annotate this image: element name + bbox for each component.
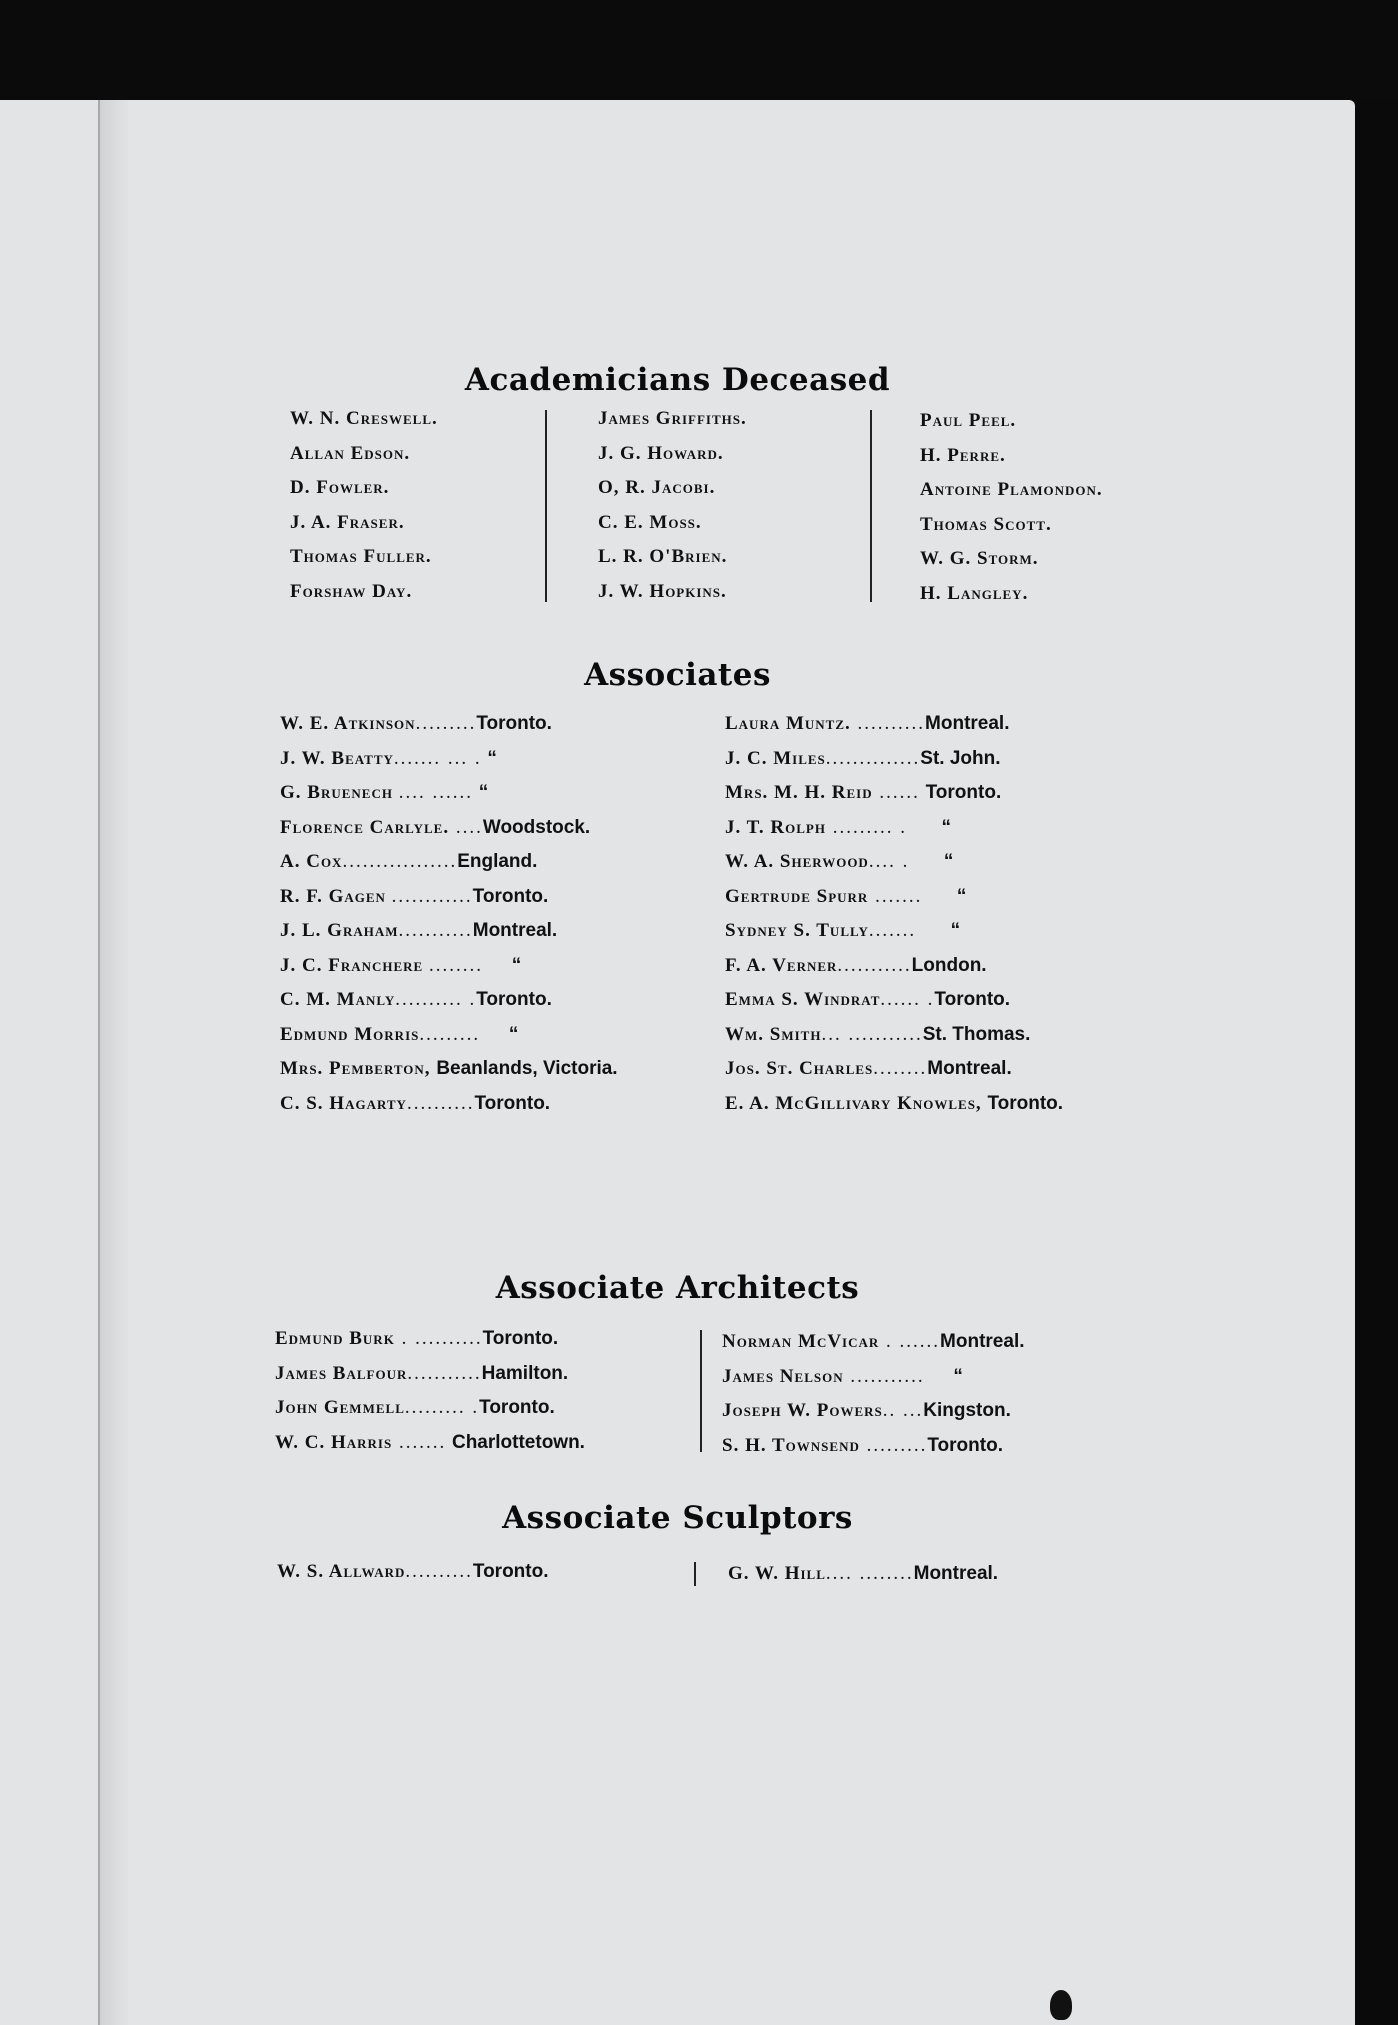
member-place: Kingston. <box>923 1400 1011 1421</box>
list-item <box>725 811 1063 846</box>
member-name: J. C. Miles <box>725 747 826 769</box>
deceased-name: Thomas Fuller. <box>290 546 432 567</box>
member-name: J. L. Graham <box>280 920 399 941</box>
list-item <box>725 1087 1063 1122</box>
page-content <box>0 100 1355 2025</box>
member-place: England. <box>457 851 538 872</box>
deceased-column-1 <box>290 402 438 609</box>
list-item <box>280 949 618 984</box>
member-name: R. F. Gagen <box>280 885 386 907</box>
member-name: C. M. Manly <box>280 989 396 1010</box>
member-place: “ <box>511 954 522 976</box>
member-name: A. Cox <box>280 851 343 872</box>
deceased-name: D. Fowler. <box>290 477 390 498</box>
list-item <box>280 914 618 949</box>
list-item <box>275 1426 585 1461</box>
deceased-name: C. E. Moss. <box>598 511 702 533</box>
member-name: Laura Muntz. <box>725 713 851 734</box>
leader-dots: ......... <box>859 1434 928 1456</box>
deceased-name: Thomas Scott. <box>920 513 1052 535</box>
leader-dots: .... ........ <box>825 1563 914 1584</box>
leader-dots: ........... <box>837 954 912 976</box>
list-item <box>280 707 618 742</box>
member-name: Gertrude Spurr <box>725 885 869 907</box>
leader-dots: . ...... <box>879 1331 941 1352</box>
leader-dots: ........ <box>428 954 483 976</box>
member-name: James Nelson <box>722 1365 844 1387</box>
member-name: Emma S. Windrat <box>725 989 881 1010</box>
deceased-name: H. Langley. <box>920 582 1029 604</box>
leader-dots: ............ <box>391 885 473 907</box>
deceased-name: O, R. Jacobi. <box>598 477 716 498</box>
list-item <box>280 983 618 1018</box>
leader-dots: ......... <box>415 713 477 734</box>
leader-dots: .. ... <box>882 1400 924 1421</box>
member-place: Montreal. <box>927 1058 1012 1079</box>
leader-dots: .......... <box>405 1561 473 1582</box>
architects-right-column <box>722 1325 1025 1463</box>
column-divider <box>700 1330 702 1452</box>
list-item <box>728 1557 998 1592</box>
leader-dots: .... . <box>868 851 910 872</box>
sculptors-right-column <box>728 1557 998 1592</box>
member-name: W. A. Sherwood <box>725 851 869 872</box>
heading-associates: Associates <box>584 657 771 693</box>
list-item <box>725 880 1063 915</box>
deceased-name: W. G. Storm. <box>920 548 1039 569</box>
member-name: J. W. Beatty <box>280 747 394 769</box>
leader-dots: ...... <box>872 782 920 803</box>
member-name: W. E. Atkinson <box>280 713 416 734</box>
associates-right-column <box>725 707 1063 1121</box>
member-place: “ <box>943 851 954 872</box>
architects-left-column <box>275 1322 585 1460</box>
leader-dots: ... ........... <box>821 1023 923 1045</box>
deceased-name: James Griffiths. <box>598 408 747 429</box>
deceased-name: J. A. Fraser. <box>290 511 405 533</box>
member-place: London. <box>911 954 987 976</box>
leader-dots: .......... <box>850 713 926 734</box>
list-item <box>280 845 618 880</box>
member-place: Montreal. <box>940 1331 1025 1352</box>
member-name: Edmund Burk <box>275 1328 395 1349</box>
leader-dots: ........... <box>398 920 473 941</box>
member-name: Mrs. M. H. Reid <box>725 782 873 803</box>
document-page <box>0 100 1355 2025</box>
leader-dots: ....... <box>868 885 923 907</box>
list-item <box>725 949 1063 984</box>
deceased-name: Antoine Plamondon. <box>920 479 1103 500</box>
member-name: Wm. Smith <box>725 1023 822 1045</box>
member-place: “ <box>950 920 961 941</box>
member-place: Montreal. <box>925 713 1010 734</box>
member-name: G. W. Hill <box>728 1563 826 1584</box>
member-place: “ <box>953 1365 963 1387</box>
deceased-name: L. R. O'Brien. <box>598 546 728 567</box>
member-name: John Gemmell <box>275 1397 405 1418</box>
member-place: Woodstock. <box>482 816 591 838</box>
heading-academicians-deceased: Academicians Deceased <box>464 362 891 398</box>
member-name: Joseph W. Powers <box>722 1400 883 1421</box>
leader-dots: ....... <box>868 920 917 941</box>
member-place: Toronto. <box>474 1092 551 1114</box>
leader-dots: .... ...... <box>398 782 473 803</box>
member-place: Toronto. <box>472 885 549 907</box>
member-place: “ <box>487 747 497 769</box>
leader-dots: . .......... <box>394 1328 483 1349</box>
page-edge-shadow <box>1355 100 1398 2025</box>
member-place: Montreal. <box>913 1563 999 1584</box>
leader-dots: ........... <box>407 1362 482 1384</box>
member-place: Toronto. <box>472 1561 549 1582</box>
member-name: S. H. Townsend <box>722 1434 860 1456</box>
member-place: “ <box>941 816 951 838</box>
leader-dots: ......... . <box>404 1397 480 1418</box>
member-place: Montreal. <box>472 920 558 941</box>
list-item <box>725 914 1063 949</box>
list-item <box>275 1391 585 1426</box>
list-item <box>725 1018 1063 1053</box>
member-place: Toronto. <box>479 1397 555 1418</box>
member-name: Mrs. Pemberton, <box>280 1058 431 1079</box>
list-item <box>722 1429 1025 1464</box>
member-name: Jos. St. Charles <box>725 1058 874 1079</box>
list-item <box>280 776 618 811</box>
leader-dots: ................. <box>342 851 458 872</box>
member-name: F. A. Verner <box>725 954 838 976</box>
deceased-column-3 <box>920 404 1103 611</box>
member-name: Norman McVicar <box>722 1331 880 1352</box>
column-divider <box>694 1562 696 1586</box>
member-name: Edmund Morris <box>280 1023 420 1045</box>
member-place: Charlottetown. <box>451 1431 585 1453</box>
member-place: Beanlands, Victoria. <box>436 1058 618 1079</box>
heading-associate-architects: Associate Architects <box>495 1270 860 1306</box>
member-name: W. C. Harris <box>275 1431 393 1453</box>
list-item <box>280 1018 618 1053</box>
leader-dots: ....... ... . <box>393 747 482 769</box>
member-place: Toronto. <box>482 1328 559 1349</box>
list-item <box>275 1357 585 1392</box>
member-place: “ <box>956 885 967 907</box>
deceased-name: W. N. Creswell. <box>290 408 438 429</box>
deceased-name: Paul Peel. <box>920 410 1017 431</box>
list-item <box>280 1052 618 1087</box>
leader-dots: ...... . <box>880 989 935 1010</box>
list-item <box>725 742 1063 777</box>
deceased-column-2 <box>598 402 747 609</box>
list-item <box>280 1087 618 1122</box>
list-item <box>280 880 618 915</box>
leader-dots: ......... . <box>825 816 907 838</box>
list-item <box>722 1360 1025 1395</box>
member-place: “ <box>478 782 489 803</box>
leader-dots: .......... <box>406 1092 475 1114</box>
leader-dots: ......... <box>419 1023 481 1045</box>
list-item <box>725 845 1063 880</box>
member-name: James Balfour <box>275 1362 408 1384</box>
member-name: J. C. Franchere <box>280 954 424 976</box>
list-item <box>280 811 618 846</box>
sculptors-left-column <box>277 1555 549 1590</box>
column-divider <box>870 410 872 602</box>
member-name: J. T. Rolph <box>725 816 826 838</box>
member-place: St. Thomas. <box>922 1023 1031 1045</box>
member-place: “ <box>508 1023 519 1045</box>
list-item <box>277 1555 549 1590</box>
list-item <box>725 1052 1063 1087</box>
heading-associate-sculptors: Associate Sculptors <box>502 1500 853 1536</box>
list-item <box>725 983 1063 1018</box>
member-name: C. S. Hagarty <box>280 1092 407 1114</box>
deceased-name: J. G. Howard. <box>598 442 724 464</box>
binding-fold <box>98 100 130 2025</box>
deceased-name: Forshaw Day. <box>290 580 413 602</box>
deceased-name: J. W. Hopkins. <box>598 580 727 602</box>
member-name: W. S. Allward <box>277 1561 406 1582</box>
member-place: Toronto. <box>934 989 1011 1010</box>
member-place: Hamilton. <box>481 1362 569 1384</box>
list-item <box>722 1325 1025 1360</box>
deceased-name: H. Perre. <box>920 444 1006 466</box>
member-name: Florence Carlyle. <box>280 816 450 838</box>
member-name: Sydney S. Tully <box>725 920 869 941</box>
member-place: Toronto. <box>927 1434 1003 1456</box>
member-name: E. A. McGillivary Knowles, <box>725 1092 982 1114</box>
leader-dots: .......... . <box>395 989 477 1010</box>
list-item <box>725 776 1063 811</box>
member-place: Toronto. <box>476 989 552 1010</box>
member-place: Toronto. <box>987 1092 1064 1114</box>
list-item <box>275 1322 585 1357</box>
leader-dots: .............. <box>825 747 921 769</box>
leader-dots: ........... <box>843 1365 925 1387</box>
member-place: St. John. <box>920 747 1001 769</box>
list-item <box>725 707 1063 742</box>
leader-dots: .... <box>449 816 483 838</box>
deceased-name: Allan Edson. <box>290 442 411 464</box>
associates-left-column <box>280 707 618 1121</box>
member-name: G. Bruenech <box>280 782 393 803</box>
leader-dots: ....... <box>392 1431 447 1453</box>
member-place: Toronto. <box>925 782 1002 803</box>
scan-artifact <box>1050 1990 1072 2020</box>
list-item <box>722 1394 1025 1429</box>
list-item <box>280 742 618 777</box>
column-divider <box>545 410 547 602</box>
leader-dots: ........ <box>873 1058 928 1079</box>
member-place: Toronto. <box>476 713 552 734</box>
